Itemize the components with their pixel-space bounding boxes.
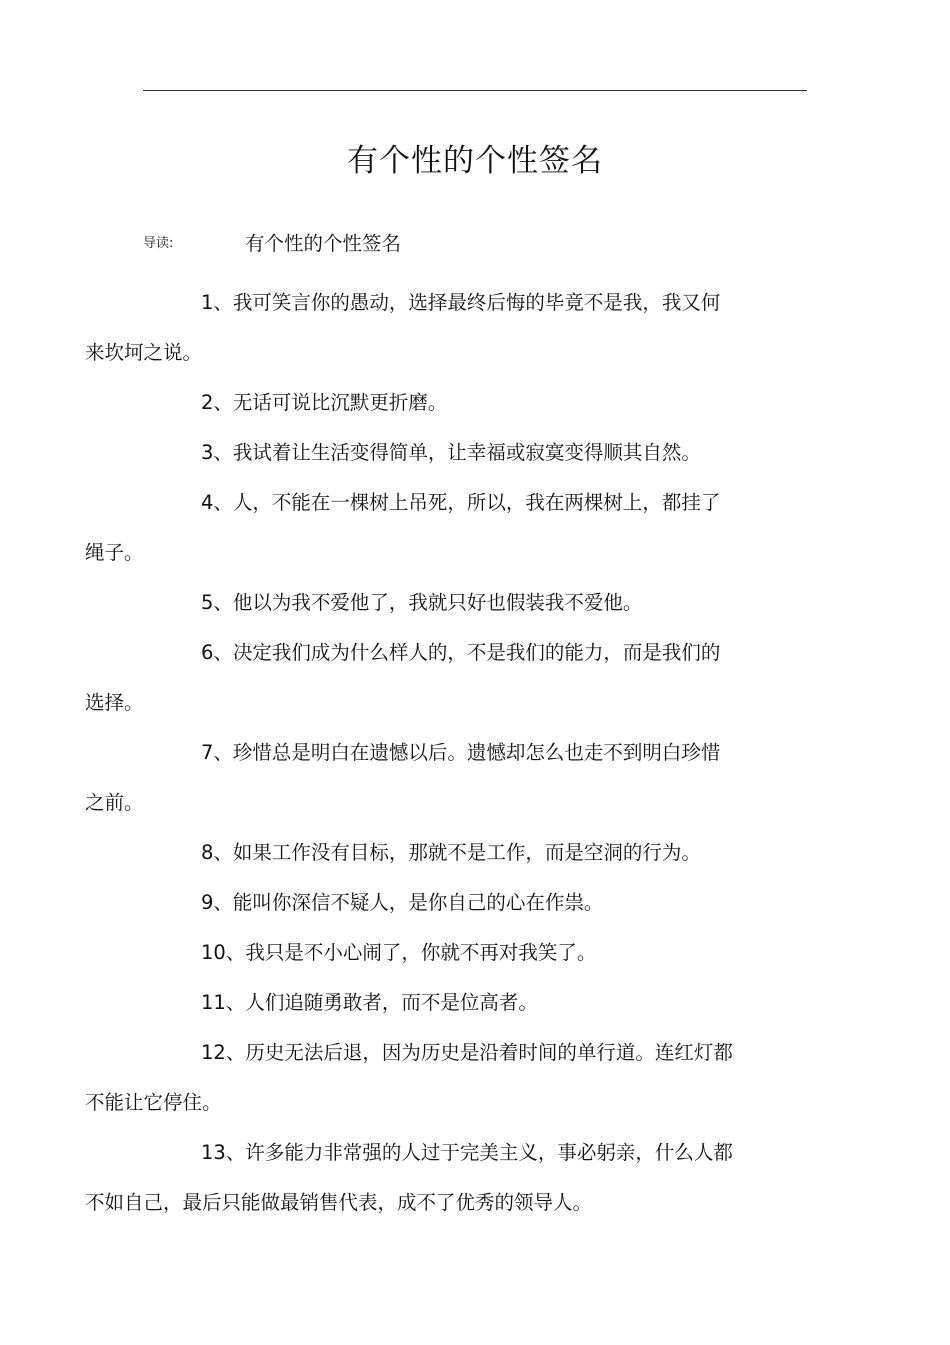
list-item: 11、人们追随勇敢者，而不是位高者。 [201,991,538,1014]
list-item: 10、我只是不小心闹了，你就不再对我笑了。 [201,941,597,964]
list-item: 9、能叫你深信不疑人，是你自己的心在作祟。 [201,891,604,914]
list-item: 8、如果工作没有目标，那就不是工作，而是空洞的行为。 [201,841,701,864]
list-item: 1、我可笑言你的愚动，选择最终后悔的毕竟不是我，我又何 来坎坷之说。 [85,291,721,364]
intro-label: 导读: [143,236,174,251]
list-item: 5、他以为我不爱他了，我就只好也假装我不爱他。 [201,591,643,614]
list-item: 2、无话可说比沉默更折磨。 [201,391,448,414]
list-item: 4、人，不能在一棵树上吊死，所以，我在两棵树上，都挂了 绳子。 [85,491,721,564]
list-item: 12、历史无法后退，因为历史是沿着时间的单行道。连红灯都 不能让它停住。 [85,1041,733,1114]
list-item: 7、珍惜总是明白在遗憾以后。遗憾却怎么也走不到明白珍惜 之前。 [85,741,721,814]
list-item: 13、许多能力非常强的人过于完美主义，事必躬亲，什么人都 不如自己，最后只能做最销售代表，成不了优秀的领导人。 [85,1141,733,1214]
intro-text: 有个性的个性签名 [245,232,402,255]
list-item: 3、我试着让生活变得简单，让幸福或寂寞变得顺其自然。 [201,441,701,464]
header-rule [143,90,807,91]
page-title: 有个性的个性签名 [347,143,603,179]
intro-section [143,228,783,260]
list-item: 6、决定我们成为什么样人的，不是我们的能力，而是我们的 选择。 [85,641,721,714]
signature-list [85,278,773,1228]
